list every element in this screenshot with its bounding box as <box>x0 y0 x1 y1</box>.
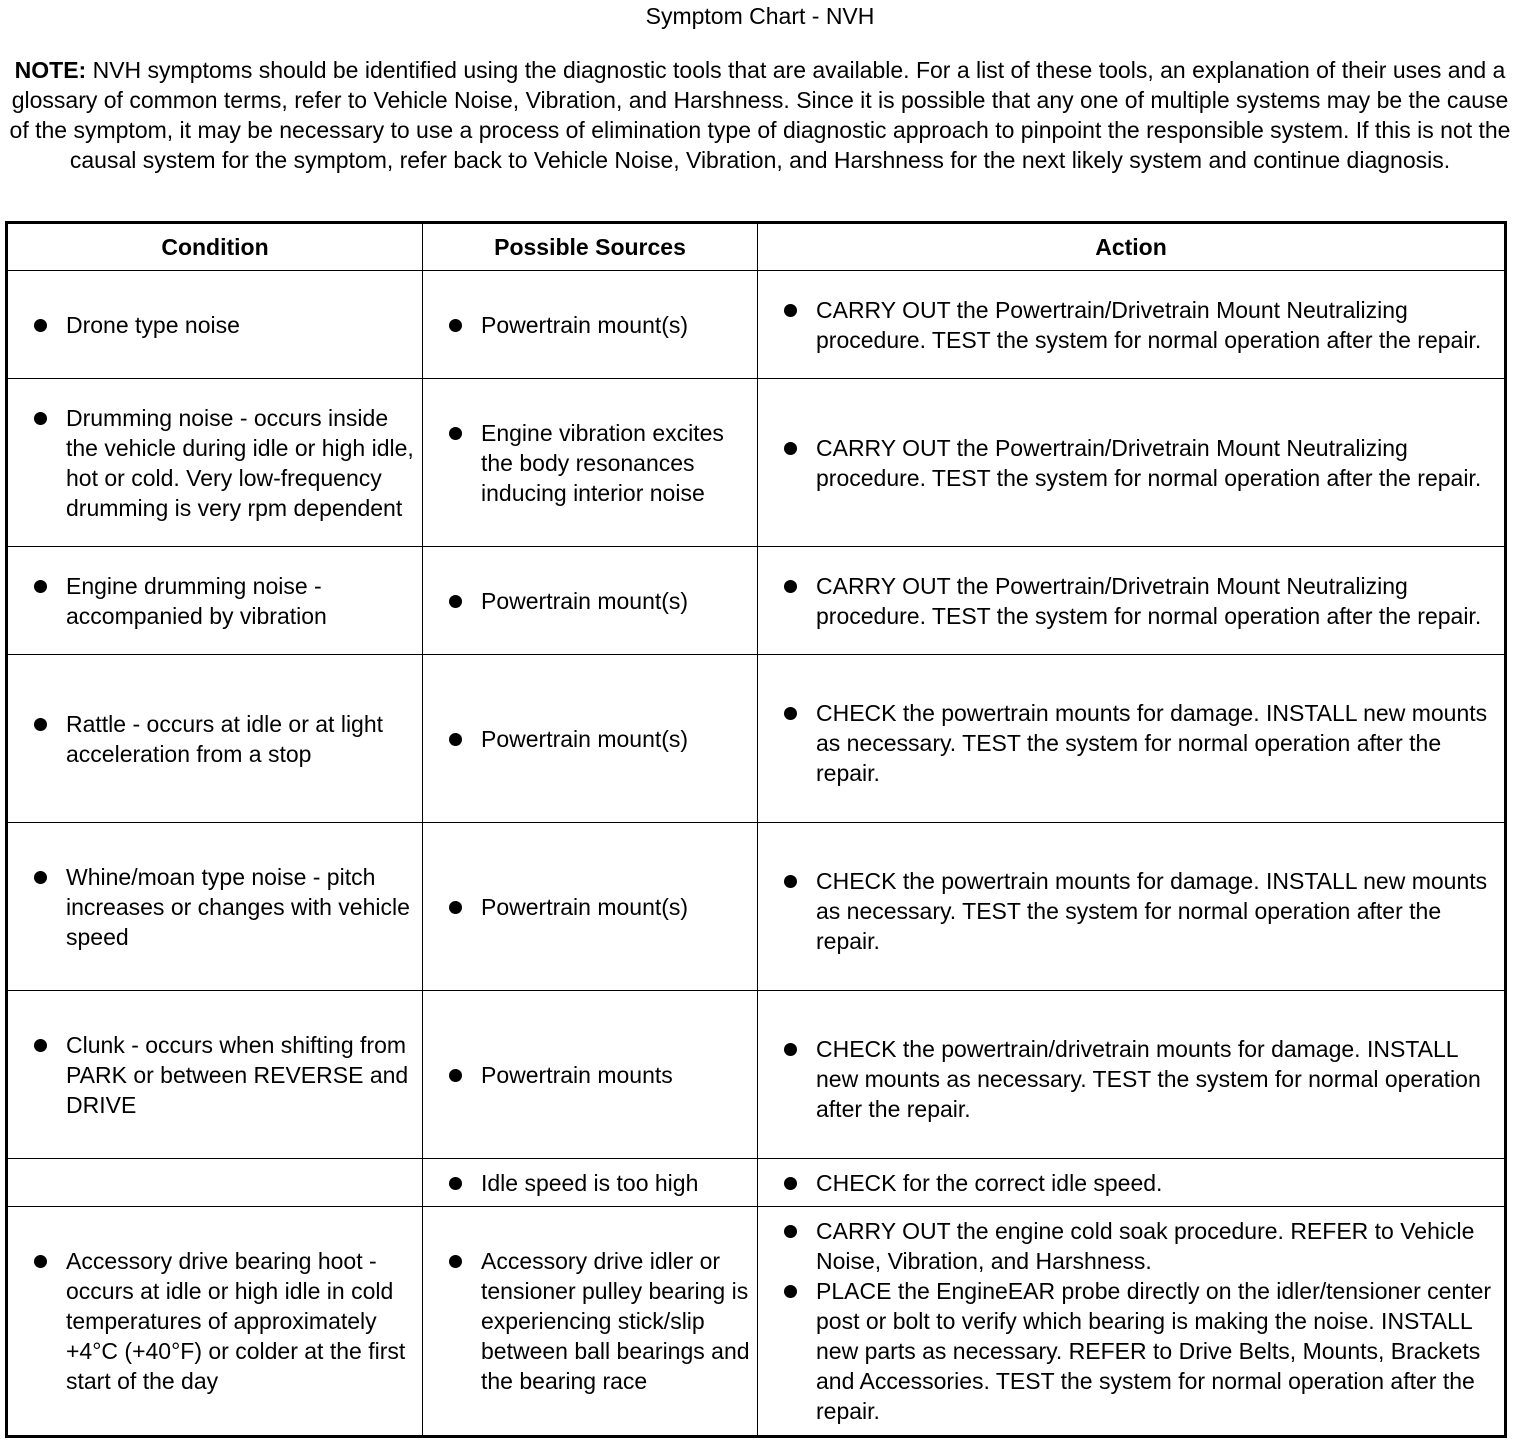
action-cell <box>758 1207 1506 1437</box>
table-row <box>7 991 1506 1159</box>
action-cell <box>758 547 1506 655</box>
note-label: NOTE: <box>14 57 87 83</box>
action-cell <box>758 271 1506 379</box>
condition-text: Rattle - occurs at idle or at light acceleration from a stop <box>8 709 422 769</box>
sources-text: Powertrain mount(s) <box>423 310 757 340</box>
table-row <box>7 547 1506 655</box>
table-row <box>7 379 1506 547</box>
action-text: CHECK the powertrain mounts for damage. INSTALL new mounts as necessary. TEST the system for normal operation after the repair. <box>758 866 1504 956</box>
action-text: CARRY OUT the Powertrain/Drivetrain Mount Neutralizing procedure. TEST the system for normal operation after the repair. <box>758 295 1504 355</box>
page-title: Symptom Chart - NVH <box>645 3 875 29</box>
sources-cell <box>423 1159 758 1207</box>
action-text: CARRY OUT the Powertrain/Drivetrain Mount Neutralizing procedure. TEST the system for normal operation after the repair. <box>758 433 1504 493</box>
action-text: CARRY OUT the engine cold soak procedure. REFER to Vehicle Noise, Vibration, and Harshness. <box>758 1216 1504 1276</box>
sources-text: Accessory drive idler or tensioner pulley bearing is experiencing stick/slip between ball bearings and the bearing race <box>423 1246 757 1396</box>
header-action: Action <box>758 223 1506 271</box>
condition-cell <box>7 991 423 1159</box>
table-row <box>7 823 1506 991</box>
sources-text: Powertrain mount(s) <box>423 892 757 922</box>
condition-text: Accessory drive bearing hoot - occurs at idle or high idle in cold temperatures of approximately +4°C (+40°F) or colder at the first start of the day <box>8 1246 422 1396</box>
sources-cell <box>423 655 758 823</box>
sources-cell <box>423 547 758 655</box>
action-cell <box>758 1159 1506 1207</box>
action-text: CHECK for the correct idle speed. <box>758 1168 1504 1198</box>
sources-cell <box>423 271 758 379</box>
sources-text: Engine vibration excites the body resonances inducing interior noise <box>423 418 757 508</box>
action-text: CHECK the powertrain mounts for damage. INSTALL new mounts as necessary. TEST the system for normal operation after the repair. <box>758 698 1504 788</box>
table-row <box>7 655 1506 823</box>
action-text: CHECK the powertrain/drivetrain mounts for damage. INSTALL new mounts as necessary. TEST the system for normal operation after the repair. <box>758 1034 1504 1124</box>
table-row <box>7 271 1506 379</box>
action-text: CARRY OUT the Powertrain/Drivetrain Mount Neutralizing procedure. TEST the system for normal operation after the repair. <box>758 571 1504 631</box>
condition-text: Drumming noise - occurs inside the vehicle during idle or high idle, hot or cold. Very low-frequency drumming is very rpm dependent <box>8 403 422 523</box>
condition-cell <box>7 655 423 823</box>
condition-cell-empty <box>7 1159 423 1207</box>
action-text: PLACE the EngineEAR probe directly on the idler/tensioner center post or bolt to verify which bearing is making the noise. INSTALL new parts as necessary. REFER to Drive Belts, Mounts, Brackets and Accessories. TEST the system for normal operation after the repair. <box>758 1276 1504 1426</box>
table-header-row <box>7 223 1506 271</box>
condition-cell <box>7 1207 423 1437</box>
condition-cell <box>7 823 423 991</box>
sources-cell <box>423 991 758 1159</box>
condition-cell <box>7 271 423 379</box>
symptom-chart-table <box>5 221 1507 1438</box>
note-paragraph <box>4 55 1516 175</box>
sources-text: Powertrain mount(s) <box>423 586 757 616</box>
condition-text: Clunk - occurs when shifting from PARK or between REVERSE and DRIVE <box>8 1030 422 1120</box>
table-row <box>7 1159 1506 1207</box>
note-text: NVH symptoms should be identified using the diagnostic tools that are available. For a list of these tools, an explanation of their uses and a glossary of common terms, refer to Vehicle Noise, Vibration, and Harshness. Since it is possible that any one of multiple systems may be the cause of the symptom, it may be necessary to use a process of elimination type of diagnostic approach to pinpoint the responsible system. If this is not the causal system for the symptom, refer back to Vehicle Noise, Vibration, and Harshness for the next likely system and continue diagnosis. <box>9 57 1511 173</box>
sources-cell <box>423 1207 758 1437</box>
table-row <box>7 1207 1506 1437</box>
condition-text: Engine drumming noise - accompanied by vibration <box>8 571 422 631</box>
sources-text: Idle speed is too high <box>423 1168 757 1198</box>
condition-text: Drone type noise <box>8 310 422 340</box>
action-cell <box>758 655 1506 823</box>
condition-text: Whine/moan type noise - pitch increases or changes with vehicle speed <box>8 862 422 952</box>
action-cell <box>758 991 1506 1159</box>
sources-cell <box>423 823 758 991</box>
sources-text: Powertrain mount(s) <box>423 724 757 754</box>
condition-cell <box>7 547 423 655</box>
action-cell <box>758 379 1506 547</box>
sources-text: Powertrain mounts <box>423 1060 757 1090</box>
condition-cell <box>7 379 423 547</box>
sources-cell <box>423 379 758 547</box>
header-condition: Condition <box>7 223 423 271</box>
header-possible-sources: Possible Sources <box>423 223 758 271</box>
action-cell <box>758 823 1506 991</box>
